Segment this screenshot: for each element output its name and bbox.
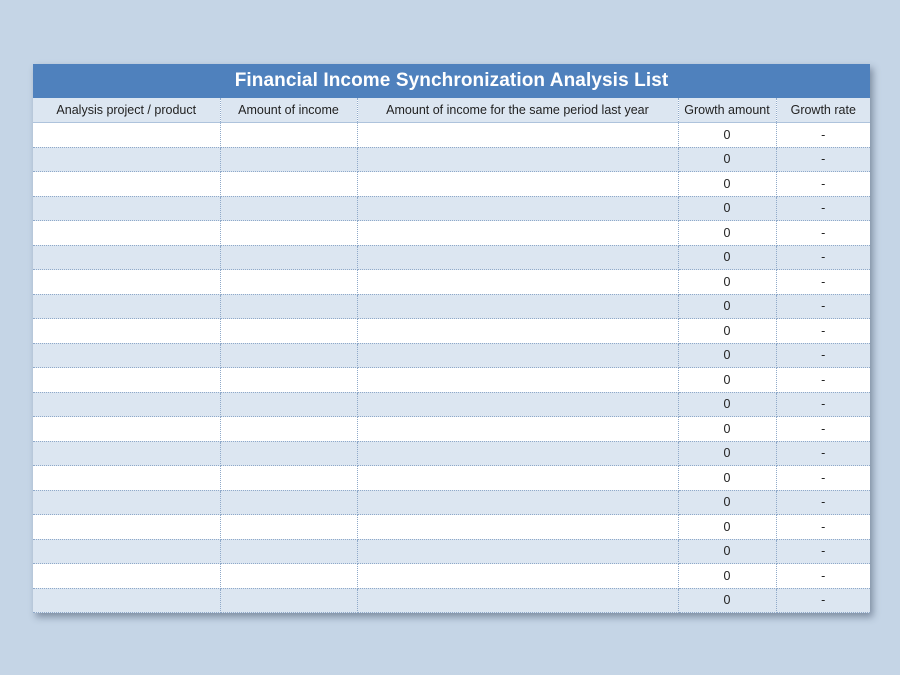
table-row bbox=[33, 466, 870, 491]
cell-income[interactable] bbox=[220, 441, 357, 466]
cell-growth-rate[interactable]: - bbox=[776, 515, 870, 540]
table-row bbox=[33, 539, 870, 564]
cell-growth-amount[interactable]: 0 bbox=[678, 588, 776, 613]
cell-project[interactable] bbox=[33, 417, 220, 442]
cell-growth-amount[interactable]: 0 bbox=[678, 564, 776, 589]
cell-growth-amount[interactable]: 0 bbox=[678, 417, 776, 442]
cell-growth-amount[interactable]: 0 bbox=[678, 319, 776, 344]
cell-growth-amount[interactable]: 0 bbox=[678, 515, 776, 540]
cell-growth-rate[interactable]: - bbox=[776, 490, 870, 515]
cell-growth-amount[interactable]: 0 bbox=[678, 147, 776, 172]
cell-income[interactable] bbox=[220, 392, 357, 417]
cell-income[interactable] bbox=[220, 245, 357, 270]
income-table bbox=[33, 98, 870, 613]
cell-project[interactable] bbox=[33, 588, 220, 613]
cell-income[interactable] bbox=[220, 196, 357, 221]
cell-last-year-income[interactable] bbox=[357, 588, 678, 613]
cell-growth-rate[interactable]: - bbox=[776, 368, 870, 393]
sheet-title: Financial Income Synchronization Analysis List bbox=[33, 64, 870, 98]
cell-project[interactable] bbox=[33, 221, 220, 246]
cell-project[interactable] bbox=[33, 196, 220, 221]
cell-last-year-income[interactable] bbox=[357, 466, 678, 491]
cell-last-year-income[interactable] bbox=[357, 539, 678, 564]
cell-income[interactable] bbox=[220, 490, 357, 515]
cell-growth-amount[interactable]: 0 bbox=[678, 270, 776, 295]
cell-last-year-income[interactable] bbox=[357, 343, 678, 368]
cell-growth-rate[interactable]: - bbox=[776, 417, 870, 442]
cell-growth-rate[interactable]: - bbox=[776, 564, 870, 589]
cell-income[interactable] bbox=[220, 123, 357, 148]
cell-growth-rate[interactable]: - bbox=[776, 123, 870, 148]
spreadsheet-sheet bbox=[33, 64, 870, 613]
cell-project[interactable] bbox=[33, 123, 220, 148]
cell-last-year-income[interactable] bbox=[357, 441, 678, 466]
column-header-income[interactable]: Amount of income bbox=[220, 98, 357, 123]
table-row bbox=[33, 392, 870, 417]
table-row bbox=[33, 294, 870, 319]
header-row bbox=[33, 98, 870, 123]
cell-growth-rate[interactable]: - bbox=[776, 319, 870, 344]
cell-growth-amount[interactable]: 0 bbox=[678, 294, 776, 319]
cell-last-year-income[interactable] bbox=[357, 490, 678, 515]
table-row bbox=[33, 441, 870, 466]
cell-income[interactable] bbox=[220, 319, 357, 344]
cell-last-year-income[interactable] bbox=[357, 221, 678, 246]
cell-project[interactable] bbox=[33, 515, 220, 540]
cell-income[interactable] bbox=[220, 221, 357, 246]
table-row bbox=[33, 319, 870, 344]
column-header-last-year-income[interactable]: Amount of income for the same period last year bbox=[357, 98, 678, 123]
cell-growth-amount[interactable]: 0 bbox=[678, 539, 776, 564]
cell-income[interactable] bbox=[220, 466, 357, 491]
cell-income[interactable] bbox=[220, 588, 357, 613]
cell-growth-amount[interactable]: 0 bbox=[678, 196, 776, 221]
cell-last-year-income[interactable] bbox=[357, 172, 678, 197]
cell-project[interactable] bbox=[33, 245, 220, 270]
cell-last-year-income[interactable] bbox=[357, 417, 678, 442]
cell-growth-rate[interactable]: - bbox=[776, 588, 870, 613]
table-row bbox=[33, 515, 870, 540]
cell-project[interactable] bbox=[33, 294, 220, 319]
table-row bbox=[33, 588, 870, 613]
cell-income[interactable] bbox=[220, 172, 357, 197]
cell-income[interactable] bbox=[220, 368, 357, 393]
table-row bbox=[33, 245, 870, 270]
cell-income[interactable] bbox=[220, 294, 357, 319]
cell-growth-rate[interactable]: - bbox=[776, 147, 870, 172]
cell-last-year-income[interactable] bbox=[357, 196, 678, 221]
cell-income[interactable] bbox=[220, 515, 357, 540]
table-row bbox=[33, 270, 870, 295]
cell-growth-amount[interactable]: 0 bbox=[678, 441, 776, 466]
table-row bbox=[33, 417, 870, 442]
cell-income[interactable] bbox=[220, 564, 357, 589]
cell-growth-rate[interactable]: - bbox=[776, 294, 870, 319]
cell-growth-rate[interactable]: - bbox=[776, 539, 870, 564]
column-header-growth-amount[interactable]: Growth amount bbox=[678, 98, 776, 123]
cell-project[interactable] bbox=[33, 392, 220, 417]
cell-last-year-income[interactable] bbox=[357, 245, 678, 270]
cell-growth-rate[interactable]: - bbox=[776, 270, 870, 295]
cell-growth-rate[interactable]: - bbox=[776, 221, 870, 246]
cell-last-year-income[interactable] bbox=[357, 392, 678, 417]
cell-project[interactable] bbox=[33, 564, 220, 589]
cell-growth-rate[interactable]: - bbox=[776, 196, 870, 221]
table-row bbox=[33, 196, 870, 221]
cell-last-year-income[interactable] bbox=[357, 270, 678, 295]
table-row bbox=[33, 221, 870, 246]
table-row bbox=[33, 490, 870, 515]
cell-income[interactable] bbox=[220, 147, 357, 172]
cell-growth-amount[interactable]: 0 bbox=[678, 490, 776, 515]
cell-growth-amount[interactable]: 0 bbox=[678, 172, 776, 197]
column-header-growth-rate[interactable]: Growth rate bbox=[776, 98, 870, 123]
cell-income[interactable] bbox=[220, 270, 357, 295]
cell-growth-rate[interactable]: - bbox=[776, 343, 870, 368]
cell-growth-amount[interactable]: 0 bbox=[678, 466, 776, 491]
cell-last-year-income[interactable] bbox=[357, 147, 678, 172]
cell-project[interactable] bbox=[33, 441, 220, 466]
table-row bbox=[33, 123, 870, 148]
cell-last-year-income[interactable] bbox=[357, 123, 678, 148]
table-row bbox=[33, 172, 870, 197]
table-row bbox=[33, 368, 870, 393]
cell-project[interactable] bbox=[33, 270, 220, 295]
cell-growth-rate[interactable]: - bbox=[776, 172, 870, 197]
cell-project[interactable] bbox=[33, 466, 220, 491]
cell-project[interactable] bbox=[33, 368, 220, 393]
cell-growth-amount[interactable]: 0 bbox=[678, 368, 776, 393]
cell-project[interactable] bbox=[33, 319, 220, 344]
cell-income[interactable] bbox=[220, 539, 357, 564]
cell-project[interactable] bbox=[33, 539, 220, 564]
cell-growth-rate[interactable]: - bbox=[776, 466, 870, 491]
cell-growth-rate[interactable]: - bbox=[776, 392, 870, 417]
cell-growth-amount[interactable]: 0 bbox=[678, 343, 776, 368]
cell-project[interactable] bbox=[33, 343, 220, 368]
cell-growth-amount[interactable]: 0 bbox=[678, 392, 776, 417]
cell-last-year-income[interactable] bbox=[357, 515, 678, 540]
cell-project[interactable] bbox=[33, 147, 220, 172]
table-row bbox=[33, 343, 870, 368]
column-header-project[interactable]: Analysis project / product bbox=[33, 98, 220, 123]
cell-growth-rate[interactable]: - bbox=[776, 441, 870, 466]
cell-last-year-income[interactable] bbox=[357, 564, 678, 589]
cell-last-year-income[interactable] bbox=[357, 368, 678, 393]
cell-growth-amount[interactable]: 0 bbox=[678, 123, 776, 148]
cell-income[interactable] bbox=[220, 417, 357, 442]
table-row bbox=[33, 147, 870, 172]
cell-income[interactable] bbox=[220, 343, 357, 368]
cell-growth-amount[interactable]: 0 bbox=[678, 221, 776, 246]
table-body bbox=[33, 123, 870, 613]
cell-last-year-income[interactable] bbox=[357, 294, 678, 319]
table-row bbox=[33, 564, 870, 589]
cell-growth-rate[interactable]: - bbox=[776, 245, 870, 270]
cell-last-year-income[interactable] bbox=[357, 319, 678, 344]
cell-project[interactable] bbox=[33, 490, 220, 515]
cell-project[interactable] bbox=[33, 172, 220, 197]
cell-growth-amount[interactable]: 0 bbox=[678, 245, 776, 270]
